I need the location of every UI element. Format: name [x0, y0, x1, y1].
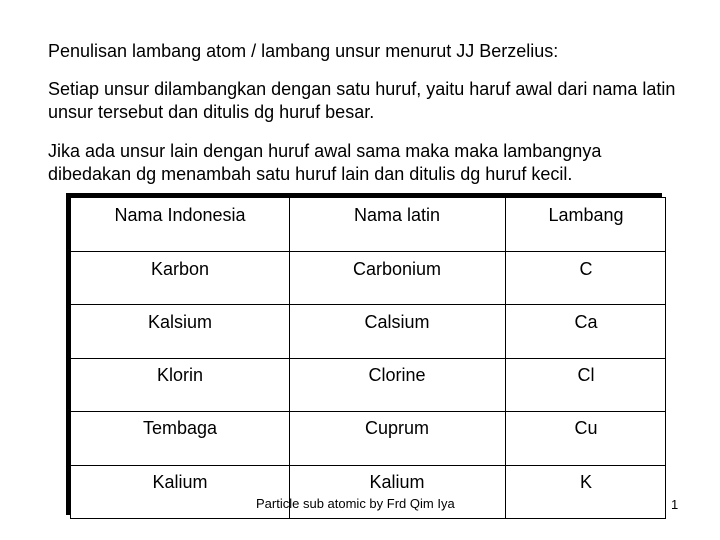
table-cell: C: [579, 259, 593, 279]
page-number: 1: [671, 497, 679, 512]
table-cell: Kalium: [369, 472, 425, 492]
footer-credit: Particle sub atomic by Frd Qim Iya: [256, 496, 455, 511]
row-divider: [71, 411, 665, 412]
rule-paragraph-2: Jika ada unsur lain dengan huruf awal sama maka maka lambangnya dibedakan dg menambah satu huruf lain dan ditulis dg huruf kecil.: [48, 141, 602, 184]
table-cell: Karbon: [150, 259, 210, 279]
row-divider: [71, 251, 665, 252]
element-symbol-table: [70, 197, 666, 519]
table-cell: Cuprum: [364, 418, 430, 438]
column-divider: [289, 198, 290, 518]
row-divider: [71, 465, 665, 466]
table-cell: Kalium: [152, 472, 208, 492]
table-cell: Carbonium: [352, 259, 442, 279]
table-cell: Cu: [574, 418, 598, 438]
column-divider: [505, 198, 506, 518]
table-cell: Kalsium: [147, 312, 213, 332]
header-lambang: Lambang: [548, 205, 624, 225]
table-cell: Tembaga: [142, 418, 218, 438]
table-cell: Klorin: [156, 365, 204, 385]
table-cell: Cl: [577, 365, 595, 385]
header-nama-indonesia: Nama Indonesia: [114, 205, 246, 225]
rule-paragraph-1: Setiap unsur dilambangkan dengan satu huruf, yaitu haruf awal dari nama latin unsur tersebut dan ditulis dg huruf besar.: [48, 79, 676, 122]
table-cell: K: [579, 472, 592, 492]
table-cell: Ca: [574, 312, 598, 332]
table-cell: Calsium: [364, 312, 430, 332]
table-body: [70, 197, 666, 519]
intro-heading: Penulisan lambang atom / lambang unsur menurut JJ Berzelius:: [48, 41, 559, 61]
table-cell: Clorine: [368, 365, 426, 385]
row-divider: [71, 358, 665, 359]
header-nama-latin: Nama latin: [353, 205, 441, 225]
row-divider: [71, 304, 665, 305]
